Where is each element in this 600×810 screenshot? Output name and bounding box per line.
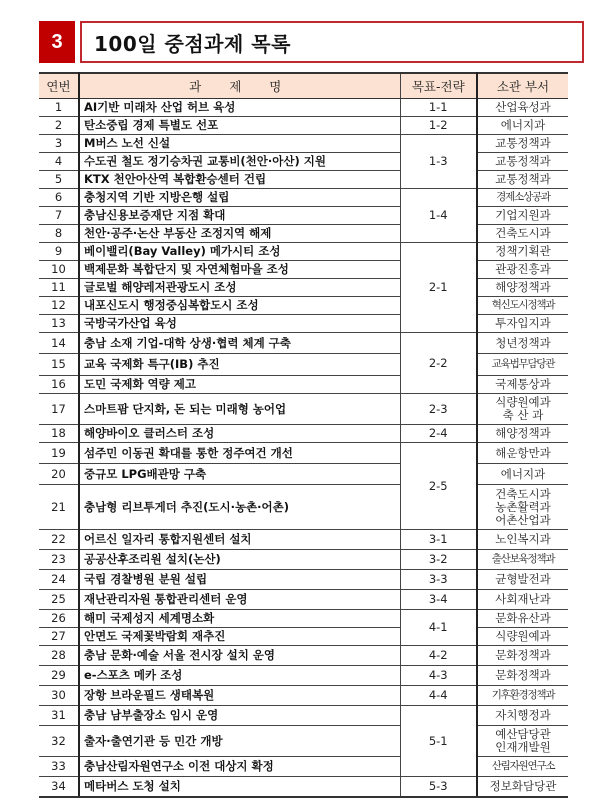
table-row [39, 297, 568, 315]
row-no: 28 [39, 646, 79, 666]
section-title: 100일 중점과제 목록 [94, 31, 291, 56]
table-row [39, 279, 568, 297]
table-row [39, 530, 568, 550]
row-task-name: 교육 국제화 특구(IB) 추진 [79, 354, 400, 376]
row-dept: 정책기획관 [477, 243, 568, 261]
row-no: 21 [39, 485, 79, 530]
row-dept: 국제통상과 [477, 376, 568, 394]
row-task-name: 도민 국제화 역량 제고 [79, 376, 400, 394]
row-no: 10 [39, 261, 79, 279]
row-no: 31 [39, 706, 79, 726]
row-task-name: 스마트팜 단지화, 돈 되는 미래형 농어업 [79, 394, 400, 425]
row-task-name: e-스포츠 메카 조성 [79, 666, 400, 686]
row-task-name: 베이밸리(Bay Valley) 메가시티 조성 [79, 243, 400, 261]
row-no: 4 [39, 153, 79, 171]
row-goal: 5-3 [400, 777, 477, 797]
row-task-name: 수도권 철도 정기승차권 교통비(천안·아산) 지원 [79, 153, 400, 171]
row-goal: 4-4 [400, 686, 477, 706]
row-dept: 건축도시과 [477, 225, 568, 243]
row-goal: 5-1 [400, 706, 477, 777]
row-goal: 1-4 [400, 189, 477, 243]
row-task-name: 공공산후조리원 설치(논산) [79, 550, 400, 570]
row-dept: 건축도시과 농촌활력과 어촌산업과 [477, 485, 568, 530]
row-no: 11 [39, 279, 79, 297]
row-dept: 산림자원연구소 [477, 757, 568, 777]
header-task-name: 과 제 명 [79, 73, 400, 99]
table-row [39, 628, 568, 646]
table-row [39, 726, 568, 757]
row-dept: 문화정책과 [477, 666, 568, 686]
row-goal: 4-1 [400, 610, 477, 646]
row-task-name: 충남 소재 기업-대학 상생·협력 체계 구축 [79, 333, 400, 354]
row-goal: 2-3 [400, 394, 477, 425]
table-row [39, 135, 568, 153]
table-row [39, 394, 568, 425]
row-no: 13 [39, 315, 79, 333]
header-no: 연번 [39, 73, 79, 99]
row-task-name: 충남신용보증재단 지점 확대 [79, 207, 400, 225]
row-dept: 정보화담당관 [477, 777, 568, 797]
table-row [39, 666, 568, 686]
row-dept: 투자입지과 [477, 315, 568, 333]
section-header [39, 21, 572, 63]
row-task-name: 해미 국제성지 세계명소화 [79, 610, 400, 628]
row-task-name: 충남형 리브투게더 추진(도시·농촌·어촌) [79, 485, 400, 530]
row-dept: 문화정책과 [477, 646, 568, 666]
task-table [39, 72, 568, 798]
row-no: 34 [39, 777, 79, 797]
row-goal: 3-3 [400, 570, 477, 590]
row-no: 14 [39, 333, 79, 354]
row-dept: 해양정책과 [477, 279, 568, 297]
row-goal: 1-2 [400, 117, 477, 135]
row-no: 19 [39, 443, 79, 464]
table-row [39, 243, 568, 261]
row-no: 6 [39, 189, 79, 207]
row-dept: 에너지과 [477, 117, 568, 135]
row-goal: 2-4 [400, 425, 477, 443]
row-no: 33 [39, 757, 79, 777]
row-no: 15 [39, 354, 79, 376]
row-no: 29 [39, 666, 79, 686]
table-row [39, 354, 568, 376]
row-goal: 1-3 [400, 135, 477, 189]
row-goal: 3-2 [400, 550, 477, 570]
row-dept: 기업지원과 [477, 207, 568, 225]
row-dept: 청년정책과 [477, 333, 568, 354]
row-task-name: M버스 노선 신설 [79, 135, 400, 153]
table-row [39, 646, 568, 666]
row-dept: 교육법무담당관 [477, 354, 568, 376]
row-no: 5 [39, 171, 79, 189]
table-row [39, 706, 568, 726]
row-goal: 3-1 [400, 530, 477, 550]
row-dept: 식량원예과 [477, 628, 568, 646]
row-task-name: 충남산림자원연구소 이전 대상지 확정 [79, 757, 400, 777]
table-row [39, 590, 568, 610]
row-task-name: 섬주민 이동권 확대를 통한 정주여건 개선 [79, 443, 400, 464]
table-row [39, 207, 568, 225]
table-row [39, 99, 568, 117]
table-row [39, 550, 568, 570]
row-dept: 문화유산과 [477, 610, 568, 628]
row-goal: 2-2 [400, 333, 477, 394]
row-dept: 경제소상공과 [477, 189, 568, 207]
row-dept: 자치행정과 [477, 706, 568, 726]
table-row [39, 757, 568, 777]
row-task-name: 재난관리자원 통합관리센터 운영 [79, 590, 400, 610]
row-no: 18 [39, 425, 79, 443]
table-row [39, 686, 568, 706]
row-dept: 교통정책과 [477, 135, 568, 153]
row-task-name: 글로벌 해양레저관광도시 조성 [79, 279, 400, 297]
row-dept: 사회재난과 [477, 590, 568, 610]
row-no: 24 [39, 570, 79, 590]
row-no: 16 [39, 376, 79, 394]
row-dept: 출산보육정책과 [477, 550, 568, 570]
row-task-name: 해양바이오 클러스터 조성 [79, 425, 400, 443]
section-number-badge: 3 [39, 21, 75, 63]
row-dept: 균형발전과 [477, 570, 568, 590]
row-task-name: AI기반 미래차 산업 허브 육성 [79, 99, 400, 117]
row-task-name: 중규모 LPG배관망 구축 [79, 464, 400, 485]
row-no: 32 [39, 726, 79, 757]
table-row [39, 376, 568, 394]
table-row [39, 261, 568, 279]
row-no: 23 [39, 550, 79, 570]
row-no: 3 [39, 135, 79, 153]
table-row [39, 171, 568, 189]
row-no: 22 [39, 530, 79, 550]
table-row [39, 610, 568, 628]
table-row [39, 117, 568, 135]
row-task-name: 국방국가산업 육성 [79, 315, 400, 333]
row-dept: 교통정책과 [477, 171, 568, 189]
row-task-name: 장항 브라운필드 생태복원 [79, 686, 400, 706]
table-row [39, 315, 568, 333]
row-dept: 예산담당관 인재개발원 [477, 726, 568, 757]
row-dept: 해운항만과 [477, 443, 568, 464]
row-task-name: 탄소중립 경제 특별도 선포 [79, 117, 400, 135]
row-no: 9 [39, 243, 79, 261]
row-no: 27 [39, 628, 79, 646]
row-task-name: 충청지역 기반 지방은행 설립 [79, 189, 400, 207]
row-task-name: 천안·공주·논산 부동산 조정지역 해제 [79, 225, 400, 243]
row-task-name: 국립 경찰병원 분원 설립 [79, 570, 400, 590]
row-dept: 노인복지과 [477, 530, 568, 550]
section-title-box [80, 21, 584, 63]
row-goal: 2-5 [400, 443, 477, 530]
table-row [39, 225, 568, 243]
row-dept: 혁신도시정책과 [477, 297, 568, 315]
row-dept: 식량원예과 축 산 과 [477, 394, 568, 425]
row-dept: 관광진흥과 [477, 261, 568, 279]
row-goal: 4-2 [400, 646, 477, 666]
row-no: 17 [39, 394, 79, 425]
table-row [39, 443, 568, 464]
row-task-name: 어르신 일자리 통합지원센터 설치 [79, 530, 400, 550]
row-task-name: 출자·출연기관 등 민간 개방 [79, 726, 400, 757]
row-no: 8 [39, 225, 79, 243]
table-row [39, 464, 568, 485]
row-no: 25 [39, 590, 79, 610]
table-row [39, 425, 568, 443]
table-row [39, 153, 568, 171]
row-task-name: 내포신도시 행정중심복합도시 조성 [79, 297, 400, 315]
table-row [39, 570, 568, 590]
row-goal: 2-1 [400, 243, 477, 333]
table-header-row [39, 73, 568, 99]
table-row [39, 189, 568, 207]
row-no: 7 [39, 207, 79, 225]
row-dept: 기후환경정책과 [477, 686, 568, 706]
row-no: 20 [39, 464, 79, 485]
row-dept: 에너지과 [477, 464, 568, 485]
row-no: 30 [39, 686, 79, 706]
row-task-name: 안면도 국제꽃박람회 재추진 [79, 628, 400, 646]
row-task-name: 충남 남부출장소 임시 운영 [79, 706, 400, 726]
row-goal: 4-3 [400, 666, 477, 686]
row-goal: 1-1 [400, 99, 477, 117]
header-goal-strategy: 목표-전략 [400, 73, 477, 99]
table-row [39, 333, 568, 354]
row-dept: 산업육성과 [477, 99, 568, 117]
row-dept: 해양정책과 [477, 425, 568, 443]
table-row [39, 777, 568, 797]
table-row [39, 485, 568, 530]
header-department: 소관 부서 [477, 73, 568, 99]
row-goal: 3-4 [400, 590, 477, 610]
row-dept: 교통정책과 [477, 153, 568, 171]
row-task-name: 충남 문화·예술 서울 전시장 설치 운영 [79, 646, 400, 666]
row-no: 12 [39, 297, 79, 315]
row-task-name: 메타버스 도청 설치 [79, 777, 400, 797]
row-task-name: KTX 천안아산역 복합환승센터 건립 [79, 171, 400, 189]
row-no: 1 [39, 99, 79, 117]
row-no: 2 [39, 117, 79, 135]
row-no: 26 [39, 610, 79, 628]
row-task-name: 백제문화 복합단지 및 자연체험마을 조성 [79, 261, 400, 279]
